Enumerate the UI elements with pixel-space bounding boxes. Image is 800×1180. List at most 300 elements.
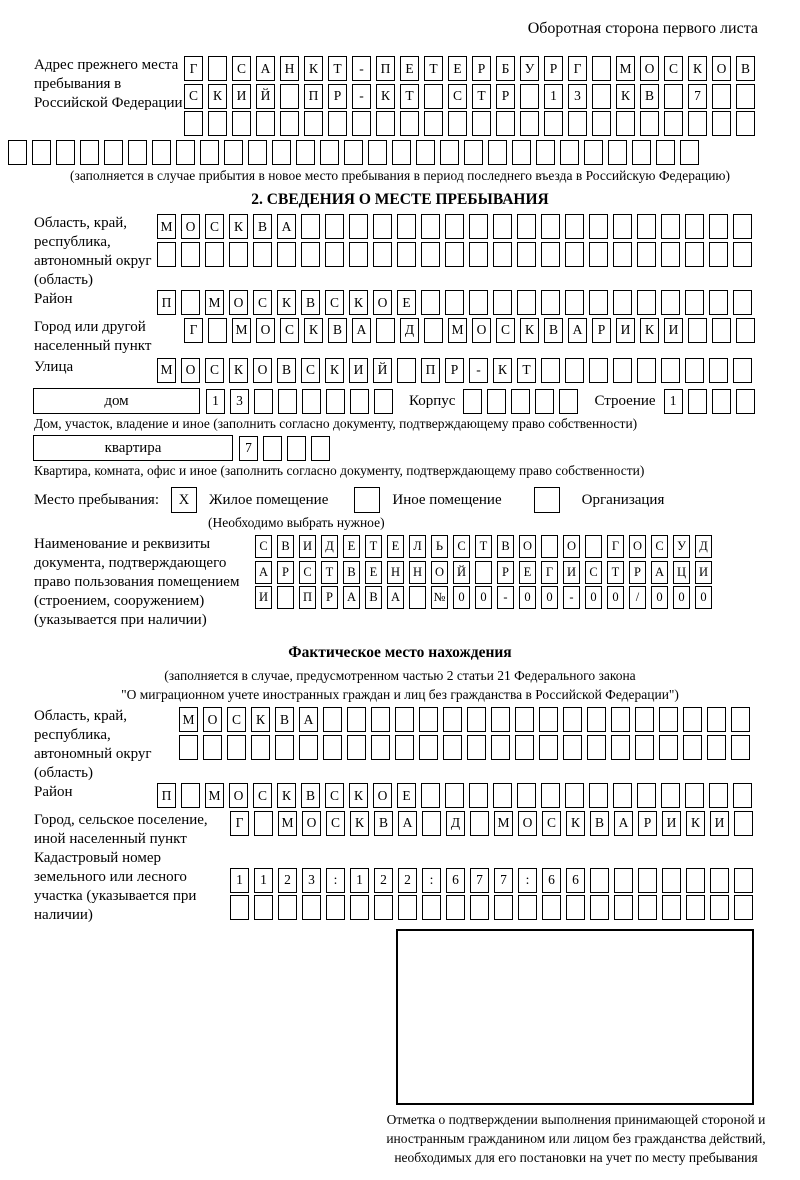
char-cell[interactable]: О (629, 535, 646, 558)
char-cell[interactable] (584, 140, 603, 165)
char-cell[interactable] (419, 707, 438, 732)
char-cell[interactable]: И (299, 535, 316, 558)
char-cell[interactable]: Т (472, 84, 491, 109)
char-cell[interactable] (541, 535, 558, 558)
char-cell[interactable] (685, 242, 704, 267)
char-cell[interactable]: Е (400, 56, 419, 81)
char-cell[interactable]: А (256, 56, 275, 81)
char-cell[interactable]: В (301, 783, 320, 808)
char-cell[interactable] (272, 140, 291, 165)
char-cell[interactable]: Е (519, 561, 536, 584)
char-cell[interactable] (368, 140, 387, 165)
char-cell[interactable] (734, 895, 753, 920)
char-cell[interactable]: В (544, 318, 563, 343)
char-cell[interactable]: Р (277, 561, 294, 584)
char-cell[interactable] (448, 111, 467, 136)
char-cell[interactable] (296, 140, 315, 165)
char-cell[interactable]: 2 (278, 868, 297, 893)
char-cell[interactable] (248, 140, 267, 165)
char-cell[interactable] (253, 242, 272, 267)
char-cell[interactable] (287, 436, 306, 461)
char-cell[interactable] (397, 242, 416, 267)
char-cell[interactable]: С (205, 214, 224, 239)
char-cell[interactable] (416, 140, 435, 165)
char-cell[interactable] (541, 783, 560, 808)
char-cell[interactable]: С (205, 358, 224, 383)
char-cell[interactable] (229, 242, 248, 267)
char-cell[interactable]: 7 (494, 868, 513, 893)
char-cell[interactable]: 2 (374, 868, 393, 893)
char-cell[interactable]: 0 (585, 586, 602, 609)
char-cell[interactable]: М (179, 707, 198, 732)
char-cell[interactable]: И (349, 358, 368, 383)
char-cell[interactable] (254, 389, 273, 414)
char-cell[interactable] (424, 111, 443, 136)
char-cell[interactable]: О (519, 535, 536, 558)
char-cell[interactable] (299, 735, 318, 760)
char-cell[interactable] (661, 783, 680, 808)
char-cell[interactable]: С (325, 290, 344, 315)
char-cell[interactable] (443, 735, 462, 760)
char-cell[interactable]: Т (517, 358, 536, 383)
char-cell[interactable]: П (299, 586, 316, 609)
char-cell[interactable] (707, 735, 726, 760)
char-cell[interactable]: К (251, 707, 270, 732)
char-cell[interactable]: О (229, 783, 248, 808)
char-cell[interactable]: М (448, 318, 467, 343)
char-cell[interactable] (709, 358, 728, 383)
char-cell[interactable]: В (277, 358, 296, 383)
char-cell[interactable]: В (343, 561, 360, 584)
char-cell[interactable] (590, 895, 609, 920)
char-cell[interactable] (475, 561, 492, 584)
char-cell[interactable]: В (640, 84, 659, 109)
char-cell[interactable] (157, 242, 176, 267)
char-cell[interactable] (686, 895, 705, 920)
char-cell[interactable]: К (325, 358, 344, 383)
char-cell[interactable]: 0 (519, 586, 536, 609)
char-cell[interactable] (493, 214, 512, 239)
char-cell[interactable]: К (304, 318, 323, 343)
char-cell[interactable] (664, 111, 683, 136)
char-cell[interactable]: С (232, 56, 251, 81)
char-cell[interactable] (424, 318, 443, 343)
char-cell[interactable] (469, 214, 488, 239)
char-cell[interactable]: : (518, 868, 537, 893)
char-cell[interactable] (637, 358, 656, 383)
char-cell[interactable] (227, 735, 246, 760)
char-cell[interactable]: / (629, 586, 646, 609)
char-cell[interactable]: К (350, 811, 369, 836)
char-cell[interactable] (326, 895, 345, 920)
char-cell[interactable]: М (232, 318, 251, 343)
char-cell[interactable] (469, 783, 488, 808)
char-cell[interactable]: А (277, 214, 296, 239)
char-cell[interactable]: Е (387, 535, 404, 558)
char-cell[interactable]: О (253, 358, 272, 383)
char-cell[interactable]: 6 (446, 868, 465, 893)
char-cell[interactable]: Р (629, 561, 646, 584)
char-cell[interactable] (637, 214, 656, 239)
char-cell[interactable] (254, 895, 273, 920)
char-cell[interactable]: Р (496, 84, 515, 109)
char-cell[interactable]: С (585, 561, 602, 584)
char-cell[interactable]: В (736, 56, 755, 81)
char-cell[interactable]: К (277, 783, 296, 808)
char-cell[interactable] (565, 783, 584, 808)
char-cell[interactable] (487, 389, 506, 414)
char-cell[interactable] (491, 735, 510, 760)
char-cell[interactable]: О (181, 358, 200, 383)
char-cell[interactable]: С (280, 318, 299, 343)
char-cell[interactable] (371, 735, 390, 760)
char-cell[interactable] (608, 140, 627, 165)
char-cell[interactable] (517, 290, 536, 315)
char-cell[interactable] (565, 242, 584, 267)
char-cell[interactable]: В (301, 290, 320, 315)
char-cell[interactable]: И (616, 318, 635, 343)
char-cell[interactable]: Д (695, 535, 712, 558)
char-cell[interactable]: 1 (254, 868, 273, 893)
char-cell[interactable]: И (664, 318, 683, 343)
char-cell[interactable] (736, 318, 755, 343)
char-cell[interactable] (152, 140, 171, 165)
char-cell[interactable]: О (640, 56, 659, 81)
char-cell[interactable]: О (712, 56, 731, 81)
char-cell[interactable]: Й (373, 358, 392, 383)
char-cell[interactable] (275, 735, 294, 760)
char-cell[interactable] (589, 290, 608, 315)
char-cell[interactable] (373, 242, 392, 267)
char-cell[interactable] (709, 214, 728, 239)
char-cell[interactable] (32, 140, 51, 165)
char-cell[interactable] (565, 214, 584, 239)
char-cell[interactable]: М (494, 811, 513, 836)
char-cell[interactable]: К (566, 811, 585, 836)
char-cell[interactable]: Й (453, 561, 470, 584)
char-cell[interactable] (472, 111, 491, 136)
char-cell[interactable]: В (275, 707, 294, 732)
char-cell[interactable] (632, 140, 651, 165)
char-cell[interactable] (8, 140, 27, 165)
char-cell[interactable] (683, 735, 702, 760)
char-cell[interactable]: Е (365, 561, 382, 584)
char-cell[interactable] (638, 868, 657, 893)
char-cell[interactable] (344, 140, 363, 165)
char-cell[interactable] (278, 389, 297, 414)
char-cell[interactable] (301, 242, 320, 267)
char-cell[interactable] (179, 735, 198, 760)
char-cell[interactable] (563, 735, 582, 760)
char-cell[interactable] (733, 358, 752, 383)
char-cell[interactable]: И (710, 811, 729, 836)
char-cell[interactable] (184, 111, 203, 136)
char-cell[interactable] (638, 895, 657, 920)
char-cell[interactable] (181, 290, 200, 315)
char-cell[interactable] (392, 140, 411, 165)
char-cell[interactable] (374, 895, 393, 920)
char-cell[interactable] (685, 358, 704, 383)
char-cell[interactable] (736, 111, 755, 136)
char-cell[interactable] (685, 783, 704, 808)
char-cell[interactable] (470, 895, 489, 920)
char-cell[interactable] (709, 290, 728, 315)
char-cell[interactable] (469, 290, 488, 315)
char-cell[interactable]: Б (496, 56, 515, 81)
char-cell[interactable] (613, 783, 632, 808)
char-cell[interactable]: П (421, 358, 440, 383)
char-cell[interactable]: Й (256, 84, 275, 109)
char-cell[interactable]: Р (321, 586, 338, 609)
char-cell[interactable] (568, 111, 587, 136)
char-cell[interactable] (683, 707, 702, 732)
char-cell[interactable] (463, 389, 482, 414)
char-cell[interactable] (541, 214, 560, 239)
char-cell[interactable] (710, 895, 729, 920)
char-cell[interactable]: А (568, 318, 587, 343)
char-cell[interactable]: Р (497, 561, 514, 584)
char-cell[interactable] (446, 895, 465, 920)
char-cell[interactable]: Н (387, 561, 404, 584)
char-cell[interactable] (493, 290, 512, 315)
char-cell[interactable]: П (157, 783, 176, 808)
char-cell[interactable] (733, 783, 752, 808)
char-cell[interactable] (712, 84, 731, 109)
char-cell[interactable]: № (431, 586, 448, 609)
char-cell[interactable]: А (299, 707, 318, 732)
char-cell[interactable]: К (304, 56, 323, 81)
char-cell[interactable]: 0 (651, 586, 668, 609)
char-cell[interactable] (256, 111, 275, 136)
char-cell[interactable]: С (255, 535, 272, 558)
char-cell[interactable] (328, 111, 347, 136)
char-cell[interactable]: 0 (673, 586, 690, 609)
char-cell[interactable] (733, 242, 752, 267)
char-cell[interactable] (352, 111, 371, 136)
char-cell[interactable]: К (520, 318, 539, 343)
char-cell[interactable]: Д (446, 811, 465, 836)
char-cell[interactable] (686, 868, 705, 893)
char-cell[interactable] (80, 140, 99, 165)
char-cell[interactable]: У (673, 535, 690, 558)
char-cell[interactable]: К (640, 318, 659, 343)
char-cell[interactable]: Т (400, 84, 419, 109)
char-cell[interactable]: К (616, 84, 635, 109)
char-cell[interactable]: К (688, 56, 707, 81)
char-cell[interactable]: С (453, 535, 470, 558)
char-cell[interactable]: 3 (230, 389, 249, 414)
char-cell[interactable] (559, 389, 578, 414)
char-cell[interactable] (445, 783, 464, 808)
char-cell[interactable]: С (448, 84, 467, 109)
char-cell[interactable]: 7 (239, 436, 258, 461)
char-cell[interactable]: И (232, 84, 251, 109)
char-cell[interactable]: Н (280, 56, 299, 81)
char-cell[interactable]: В (497, 535, 514, 558)
char-cell[interactable] (470, 811, 489, 836)
char-cell[interactable]: С (184, 84, 203, 109)
char-cell[interactable]: К (208, 84, 227, 109)
char-cell[interactable] (688, 389, 707, 414)
char-cell[interactable]: Ц (673, 561, 690, 584)
char-cell[interactable] (589, 783, 608, 808)
char-cell[interactable] (611, 707, 630, 732)
char-cell[interactable] (205, 242, 224, 267)
char-cell[interactable] (280, 84, 299, 109)
char-cell[interactable]: 0 (475, 586, 492, 609)
char-cell[interactable] (659, 735, 678, 760)
char-cell[interactable] (395, 707, 414, 732)
char-cell[interactable] (464, 140, 483, 165)
char-cell[interactable] (511, 389, 530, 414)
char-cell[interactable]: М (157, 214, 176, 239)
char-cell[interactable]: С (253, 783, 272, 808)
char-cell[interactable]: 1 (350, 868, 369, 893)
char-cell[interactable]: О (256, 318, 275, 343)
char-cell[interactable] (467, 707, 486, 732)
char-cell[interactable] (376, 111, 395, 136)
char-cell[interactable] (208, 111, 227, 136)
char-cell[interactable]: - (352, 56, 371, 81)
char-cell[interactable]: 7 (688, 84, 707, 109)
char-cell[interactable]: - (352, 84, 371, 109)
char-cell[interactable]: 3 (302, 868, 321, 893)
char-cell[interactable] (613, 290, 632, 315)
char-cell[interactable] (445, 242, 464, 267)
char-cell[interactable]: 0 (607, 586, 624, 609)
char-cell[interactable] (424, 84, 443, 109)
char-cell[interactable] (208, 56, 227, 81)
char-cell[interactable] (659, 707, 678, 732)
char-cell[interactable] (587, 735, 606, 760)
char-cell[interactable]: Т (424, 56, 443, 81)
char-cell[interactable] (203, 735, 222, 760)
char-cell[interactable] (373, 214, 392, 239)
char-cell[interactable]: А (651, 561, 668, 584)
char-cell[interactable]: : (422, 868, 441, 893)
char-cell[interactable] (304, 111, 323, 136)
char-cell[interactable]: Е (397, 783, 416, 808)
char-cell[interactable]: В (590, 811, 609, 836)
char-cell[interactable] (280, 111, 299, 136)
char-cell[interactable]: О (229, 290, 248, 315)
char-cell[interactable]: С (664, 56, 683, 81)
char-cell[interactable] (613, 358, 632, 383)
char-cell[interactable] (397, 214, 416, 239)
char-cell[interactable]: О (373, 290, 392, 315)
char-cell[interactable]: Д (400, 318, 419, 343)
char-cell[interactable] (734, 868, 753, 893)
char-cell[interactable] (374, 389, 393, 414)
char-cell[interactable] (661, 290, 680, 315)
char-cell[interactable]: О (373, 783, 392, 808)
char-cell[interactable]: Р (592, 318, 611, 343)
char-cell[interactable] (347, 707, 366, 732)
char-cell[interactable] (493, 783, 512, 808)
char-cell[interactable] (320, 140, 339, 165)
char-cell[interactable]: И (662, 811, 681, 836)
char-cell[interactable] (585, 535, 602, 558)
char-cell[interactable] (371, 707, 390, 732)
char-cell[interactable] (733, 214, 752, 239)
char-cell[interactable]: - (469, 358, 488, 383)
char-cell[interactable] (421, 783, 440, 808)
char-cell[interactable]: Т (365, 535, 382, 558)
char-cell[interactable] (323, 735, 342, 760)
char-cell[interactable]: : (326, 868, 345, 893)
char-cell[interactable] (685, 214, 704, 239)
char-cell[interactable] (592, 84, 611, 109)
char-cell[interactable] (200, 140, 219, 165)
char-cell[interactable]: 1 (664, 389, 683, 414)
char-cell[interactable] (614, 868, 633, 893)
char-cell[interactable]: О (302, 811, 321, 836)
char-cell[interactable] (688, 318, 707, 343)
char-cell[interactable] (685, 290, 704, 315)
char-cell[interactable]: И (695, 561, 712, 584)
char-cell[interactable] (302, 389, 321, 414)
char-cell[interactable]: К (686, 811, 705, 836)
char-cell[interactable] (422, 811, 441, 836)
char-cell[interactable] (664, 84, 683, 109)
char-cell[interactable] (128, 140, 147, 165)
char-cell[interactable] (733, 290, 752, 315)
char-cell[interactable]: Т (475, 535, 492, 558)
char-cell[interactable]: А (352, 318, 371, 343)
char-cell[interactable] (712, 111, 731, 136)
char-cell[interactable]: 0 (695, 586, 712, 609)
char-cell[interactable]: В (365, 586, 382, 609)
char-cell[interactable] (517, 214, 536, 239)
char-cell[interactable] (421, 290, 440, 315)
char-cell[interactable]: С (301, 358, 320, 383)
char-cell[interactable]: С (299, 561, 316, 584)
char-cell[interactable] (635, 707, 654, 732)
char-cell[interactable] (397, 358, 416, 383)
char-cell[interactable]: М (157, 358, 176, 383)
char-cell[interactable] (688, 111, 707, 136)
char-cell[interactable] (376, 318, 395, 343)
char-cell[interactable]: А (614, 811, 633, 836)
char-cell[interactable]: К (349, 290, 368, 315)
char-cell[interactable]: В (374, 811, 393, 836)
char-cell[interactable] (493, 242, 512, 267)
char-cell[interactable] (517, 242, 536, 267)
char-cell[interactable]: 1 (230, 868, 249, 893)
char-cell[interactable] (662, 895, 681, 920)
char-cell[interactable] (263, 436, 282, 461)
char-cell[interactable] (565, 358, 584, 383)
char-cell[interactable] (440, 140, 459, 165)
char-cell[interactable] (589, 214, 608, 239)
char-cell[interactable] (637, 290, 656, 315)
char-cell[interactable] (680, 140, 699, 165)
char-cell[interactable]: - (497, 586, 514, 609)
char-cell[interactable]: С (542, 811, 561, 836)
char-cell[interactable] (400, 111, 419, 136)
char-cell[interactable]: В (253, 214, 272, 239)
char-cell[interactable] (640, 111, 659, 136)
char-cell[interactable]: 0 (453, 586, 470, 609)
char-cell[interactable]: В (328, 318, 347, 343)
char-cell[interactable]: К (349, 783, 368, 808)
char-cell[interactable]: Р (445, 358, 464, 383)
char-cell[interactable]: М (616, 56, 635, 81)
char-cell[interactable] (445, 214, 464, 239)
char-cell[interactable] (494, 895, 513, 920)
char-cell[interactable]: О (472, 318, 491, 343)
char-cell[interactable] (592, 56, 611, 81)
